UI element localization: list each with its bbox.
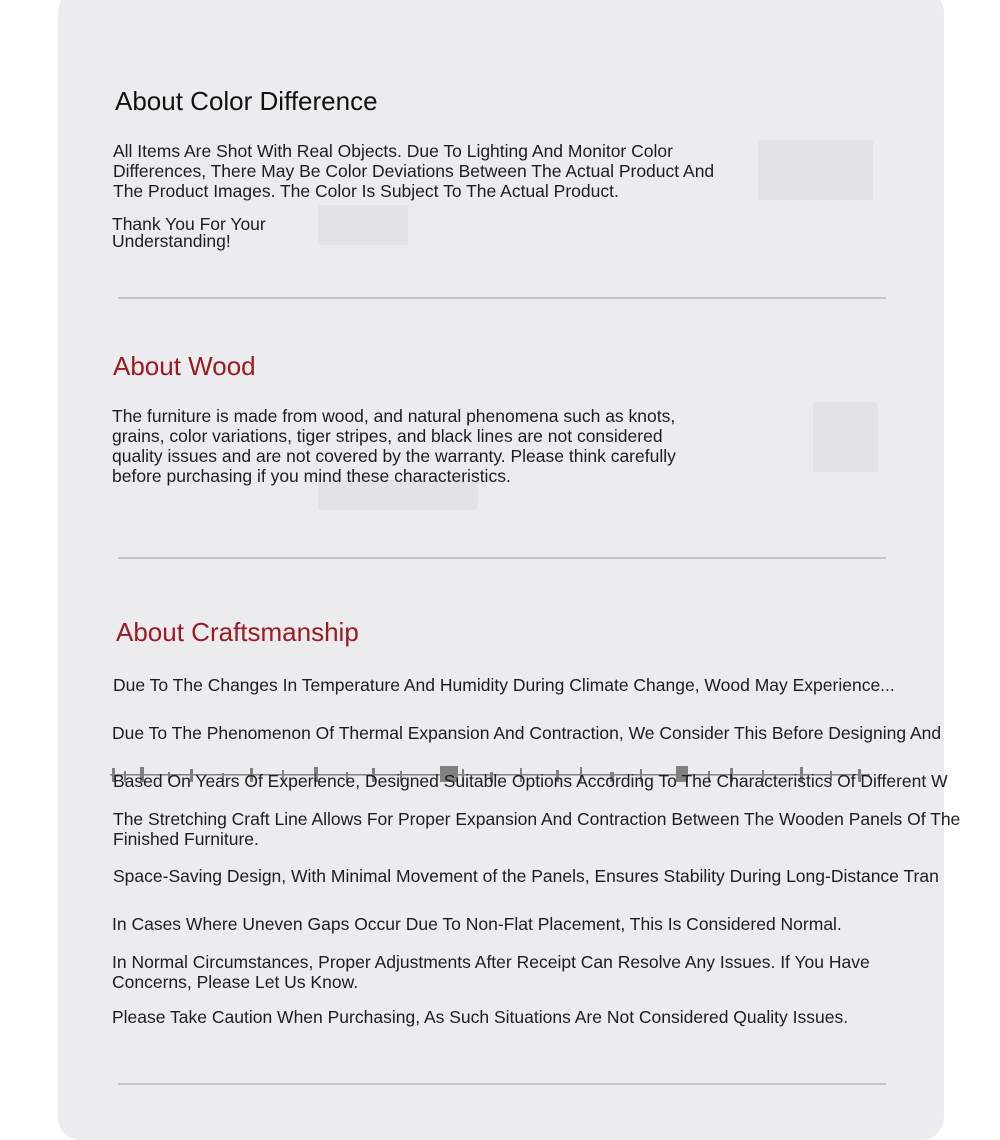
color-difference-paragraph: All Items Are Shot With Real Objects. Due To Lighting And Monitor Color Differences, There May Be Color Deviations Between The Actual Product And The Product Images. The Color Is Subject To The Actual Product. — [113, 141, 715, 201]
thank-you-line-2: Understanding! — [112, 231, 231, 251]
thank-you-line-1: Thank You For Your — [112, 214, 266, 234]
craft-item: In Normal Circumstances, Proper Adjustments After Receipt Can Resolve Any Issues. If You Have Concerns, Please Let Us Know. — [112, 952, 870, 992]
craft-item: Please Take Caution When Purchasing, As Such Situations Are Not Considered Quality Issues. — [112, 1007, 849, 1027]
section-divider — [118, 1083, 886, 1085]
craft-item: Based On Years Of Experience, Designed Suitable Options According To The Characteristics Of Different W — [113, 771, 948, 791]
craft-item: Due To The Changes In Temperature And Humidity During Climate Change, Wood May Experience... — [113, 675, 895, 695]
craft-item: In Cases Where Uneven Gaps Occur Due To Non-Flat Placement, This Is Considered Normal. — [112, 914, 842, 934]
craftsmanship-title: About Craftsmanship — [116, 617, 359, 647]
wood-paragraph: The furniture is made from wood, and natural phenomena such as knots, grains, color variations, tiger stripes, and black lines are not considered quality issues and are not covered by the warranty. Please think carefully before purchasing if you mind these characteristics. — [112, 406, 676, 486]
section-divider — [118, 297, 886, 299]
color-difference-title: About Color Difference — [115, 86, 378, 116]
craft-item: Space-Saving Design, With Minimal Movement of the Panels, Ensures Stability During Long-Distance Tran — [113, 866, 939, 886]
craft-item: The Stretching Craft Line Allows For Proper Expansion And Contraction Between The Wooden Panels Of The Finished Furniture. — [113, 809, 961, 849]
background-smudge — [758, 140, 873, 200]
background-smudge — [318, 205, 408, 245]
craft-item: Due To The Phenomenon Of Thermal Expansion And Contraction, We Consider This Before Designing And — [112, 723, 942, 743]
wood-title: About Wood — [113, 351, 256, 381]
section-divider — [118, 557, 886, 559]
background-smudge — [813, 402, 878, 472]
